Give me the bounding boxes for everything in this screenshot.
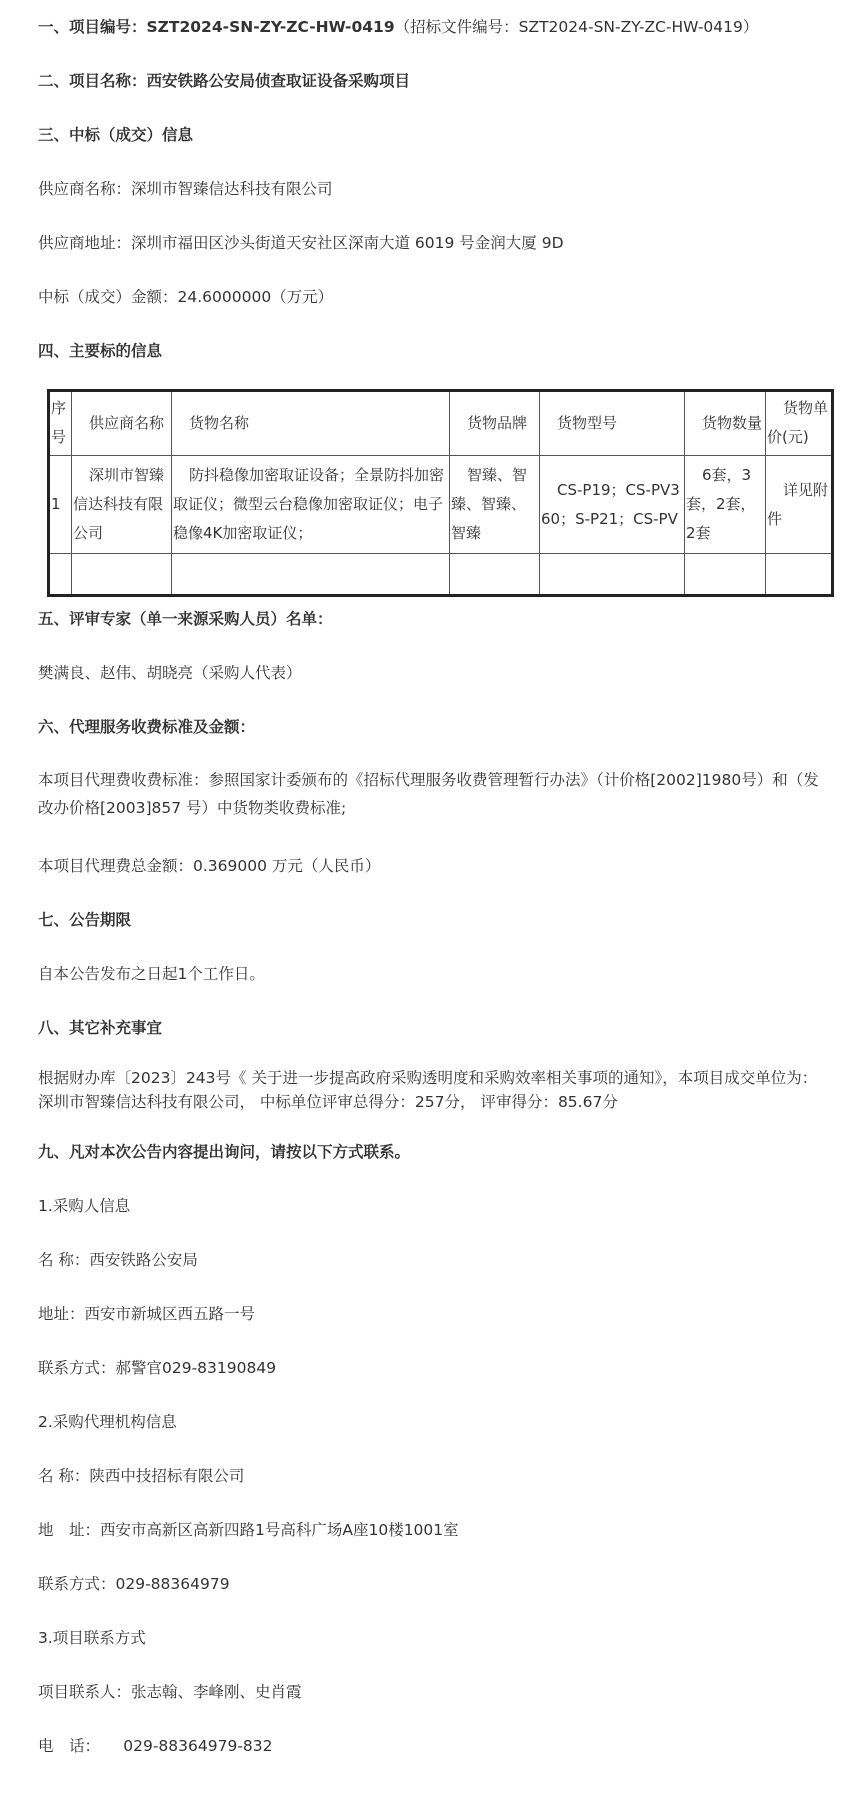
agency-fee-standard: 本项目代理费收费标准：参照国家计委颁布的《招标代理服务收费管理暂行办法》（计价格[2002]1980号）和（发改办价格[2003]857 号）中货物类收费标准; bbox=[38, 771, 819, 817]
agency-name: 名 称：陕西中技招标有限公司 bbox=[38, 1467, 245, 1485]
table-cell: 防抖稳像加密取证设备；全景防抖加密取证仪；微型云台稳像加密取证仪；电子稳像4K加密取证仪； bbox=[172, 455, 450, 553]
table-cell: CS-P19；CS-PV360；S-P21；CS-PV bbox=[540, 455, 685, 553]
notice-period-heading: 七、公告期限 bbox=[38, 911, 132, 929]
experts-list: 樊满良、赵伟、胡晓亮（采购人代表） bbox=[38, 664, 302, 682]
agency-fee-total: 本项目代理费总金额：0.369000 万元（人民币） bbox=[38, 857, 381, 875]
table-header-cell: 序号 bbox=[49, 391, 72, 456]
table-header-row bbox=[49, 391, 833, 456]
table-header-cell: 货物数量 bbox=[685, 391, 766, 456]
table-header-cell: 货物名称 bbox=[172, 391, 450, 456]
table-cell: 深圳市智臻信达科技有限公司 bbox=[72, 455, 172, 553]
project-contact-title: 3.项目联系方式 bbox=[38, 1629, 146, 1647]
table-cell: 1 bbox=[49, 455, 72, 553]
project-number: SZT2024-SN-ZY-ZC-HW-0419 bbox=[146, 18, 395, 36]
supplier-name: 供应商名称：深圳市智臻信达科技有限公司 bbox=[38, 180, 333, 198]
project-number-label: 一、项目编号： bbox=[38, 18, 147, 36]
agency-info-title: 2.采购代理机构信息 bbox=[38, 1413, 177, 1431]
agency-fee-heading: 六、代理服务收费标准及金额： bbox=[38, 718, 256, 736]
table-header-cell: 供应商名称 bbox=[72, 391, 172, 456]
agency-contact: 联系方式：029-88364979 bbox=[38, 1575, 230, 1593]
project-contact-phone: 电 话： 029-88364979-832 bbox=[38, 1737, 273, 1755]
buyer-address: 地址：西安市新城区西五路一号 bbox=[38, 1305, 256, 1323]
table-row bbox=[49, 455, 833, 553]
buyer-info-title: 1.采购人信息 bbox=[38, 1197, 131, 1215]
notice-period-text: 自本公告发布之日起1个工作日。 bbox=[38, 965, 265, 983]
table-cell: 智臻、智臻、智臻、智臻 bbox=[450, 455, 540, 553]
supplier-address: 供应商地址：深圳市福田区沙头街道天安社区深南大道 6019 号金润大厦 9D bbox=[38, 234, 564, 252]
table-cell: 详见附件 bbox=[766, 455, 833, 553]
table-cell: 6套，3套，2套，2套 bbox=[685, 455, 766, 553]
project-contact-person: 项目联系人：张志翰、李峰刚、史肖霞 bbox=[38, 1683, 302, 1701]
experts-heading: 五、评审专家（单一来源采购人员）名单： bbox=[38, 610, 333, 628]
supplementary-text: 根据财办库〔2023〕243号《 关于进一步提高政府采购透明度和采购效率相关事项的通知》，本项目成交单位为：深圳市智臻信达科技有限公司， 中标单位评审总得分：257分， 评审得分：85.67分 bbox=[38, 1069, 818, 1111]
table-header-cell: 货物型号 bbox=[540, 391, 685, 456]
table-empty-row bbox=[49, 554, 833, 596]
table-header-cell: 货物品牌 bbox=[450, 391, 540, 456]
supplementary-heading: 八、其它补充事宜 bbox=[38, 1019, 163, 1037]
buyer-contact: 联系方式：郝警官029-83190849 bbox=[38, 1359, 277, 1377]
contact-heading: 九、凡对本次公告内容提出询问，请按以下方式联系。 bbox=[38, 1143, 411, 1161]
agency-address: 地 址：西安市高新区高新四路1号高科广场A座10楼1001室 bbox=[38, 1521, 459, 1539]
project-number-line bbox=[38, 16, 758, 38]
main-items-heading: 四、主要标的信息 bbox=[38, 342, 163, 360]
award-amount: 中标（成交）金额：24.6000000（万元） bbox=[38, 288, 334, 306]
main-items-table bbox=[47, 389, 834, 597]
award-info-heading: 三、中标（成交）信息 bbox=[38, 126, 194, 144]
buyer-name: 名 称：西安铁路公安局 bbox=[38, 1251, 198, 1269]
table-header-cell: 货物单价(元) bbox=[766, 391, 833, 456]
tender-doc-number: （招标文件编号：SZT2024-SN-ZY-ZC-HW-0419） bbox=[394, 18, 759, 36]
project-name: 二、项目名称：西安铁路公安局侦查取证设备采购项目 bbox=[38, 72, 411, 90]
